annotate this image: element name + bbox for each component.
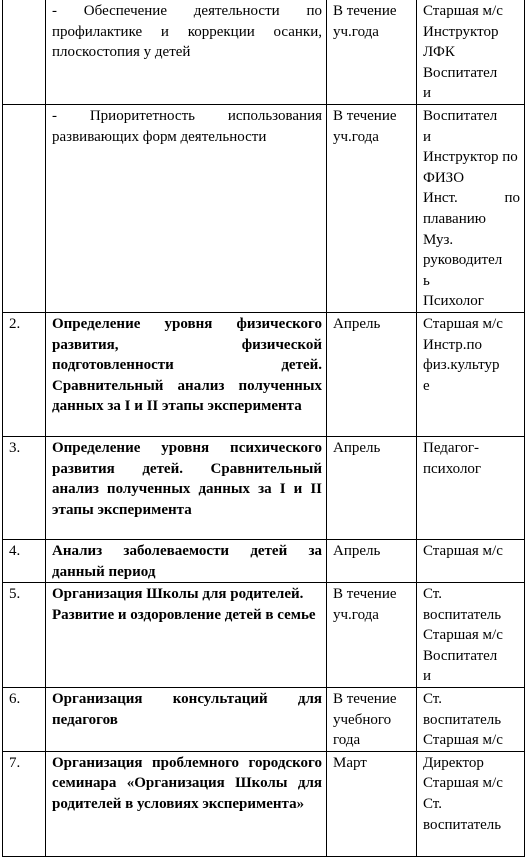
responsible-text: Воспитател xyxy=(423,64,498,81)
term-cell: В течение учебного года xyxy=(327,688,417,752)
activity-text: Организация проблемного городского семинара «Организация Школы для родителей в условиях эксперимента» xyxy=(52,754,322,813)
row-number-cell: 3. xyxy=(3,436,46,539)
row-number-cell: 5. xyxy=(3,583,46,688)
responsible-text: Старшая м/с xyxy=(423,775,503,792)
responsible-text: Психолог xyxy=(423,293,484,310)
term-cell: В течение уч.года xyxy=(327,104,417,312)
responsible-text: Воспитател xyxy=(423,107,498,124)
responsible-text: и xyxy=(423,128,432,145)
activity-text: Анализ заболеваемости детей за данный период xyxy=(52,542,322,580)
row-number-cell: 2. xyxy=(3,312,46,436)
activity-cell xyxy=(46,0,327,104)
responsible-text: Старшая м/с xyxy=(423,732,503,749)
responsible-text: Старшая м/с xyxy=(423,627,503,644)
responsible-text: Инст. по xyxy=(423,190,520,207)
responsible-text: Ст. воспитатель xyxy=(423,796,502,833)
row-number-cell xyxy=(3,104,46,312)
responsible-text: Старшая м/с xyxy=(423,3,503,19)
activity-plan-table xyxy=(2,0,525,857)
table-row xyxy=(3,751,525,856)
responsible-text: Муз. руководител xyxy=(423,231,503,269)
responsible-text: и xyxy=(423,668,432,685)
activity-cell xyxy=(46,312,327,436)
activity-cell xyxy=(46,751,327,856)
term-cell: В течение уч.года xyxy=(327,583,417,688)
table-row xyxy=(3,583,525,688)
table-row xyxy=(3,312,525,436)
activity-cell xyxy=(46,104,327,312)
responsible-text: и xyxy=(423,85,432,102)
responsible-cell xyxy=(417,751,525,856)
table-row xyxy=(3,688,525,752)
responsible-text: Педагог-психолог xyxy=(423,439,482,477)
table-row xyxy=(3,104,525,312)
responsible-text: Инстр.по физ.культур xyxy=(423,336,500,374)
activity-text: Определение уровня психического развития детей. Сравнительный анализ полученных данных за I и II этапы эксперимента xyxy=(52,439,322,518)
activity-text: - Обеспечение деятельности по профилактике и коррекции осанки, плоскостопия у детей xyxy=(52,3,322,61)
activity-text: Организация Школы для родителей. xyxy=(52,586,304,603)
activity-text: - Приоритетность использования развивающих форм деятельности xyxy=(52,107,322,145)
responsible-cell xyxy=(417,436,525,539)
responsible-text: плаванию xyxy=(423,210,486,227)
responsible-text: Старшая м/с xyxy=(423,542,503,559)
responsible-text: Инструктор по ФИЗО xyxy=(423,149,518,186)
responsible-text: Воспитател xyxy=(423,647,498,664)
responsible-cell xyxy=(417,688,525,752)
table-row xyxy=(3,0,525,104)
table-row xyxy=(3,539,525,582)
table-row xyxy=(3,436,525,539)
responsible-text: Старшая м/с xyxy=(423,315,503,332)
activity-cell xyxy=(46,688,327,752)
row-number-cell: 7. xyxy=(3,751,46,856)
responsible-text: Инструктор ЛФК xyxy=(423,23,499,61)
responsible-cell xyxy=(417,583,525,688)
responsible-text: ь xyxy=(423,272,430,289)
term-cell: Апрель xyxy=(327,539,417,582)
row-number-cell xyxy=(3,0,46,104)
row-number-cell: 4. xyxy=(3,539,46,582)
term-cell: Март xyxy=(327,751,417,856)
responsible-text: е xyxy=(423,377,430,394)
activity-text: Развитие и оздоровление детей в семье xyxy=(52,606,316,623)
activity-text: Определение уровня физического развития, физической подготовленности детей. Сравнительный анализ полученных данных за I и II этапы эксперимента xyxy=(52,315,322,415)
term-cell: Апрель xyxy=(327,436,417,539)
activity-cell xyxy=(46,583,327,688)
responsible-cell xyxy=(417,312,525,436)
row-number-cell: 6. xyxy=(3,688,46,752)
responsible-text: Директор xyxy=(423,754,484,771)
term-cell: В течение уч.года xyxy=(327,0,417,104)
activity-text: Организация консультаций для педагогов xyxy=(52,691,322,728)
responsible-cell xyxy=(417,104,525,312)
activity-cell xyxy=(46,436,327,539)
responsible-cell xyxy=(417,0,525,104)
activity-cell xyxy=(46,539,327,582)
responsible-text: Ст. воспитатель xyxy=(423,691,502,728)
responsible-text: Ст. воспитатель xyxy=(423,586,502,623)
term-cell: Апрель xyxy=(327,312,417,436)
responsible-cell xyxy=(417,539,525,582)
